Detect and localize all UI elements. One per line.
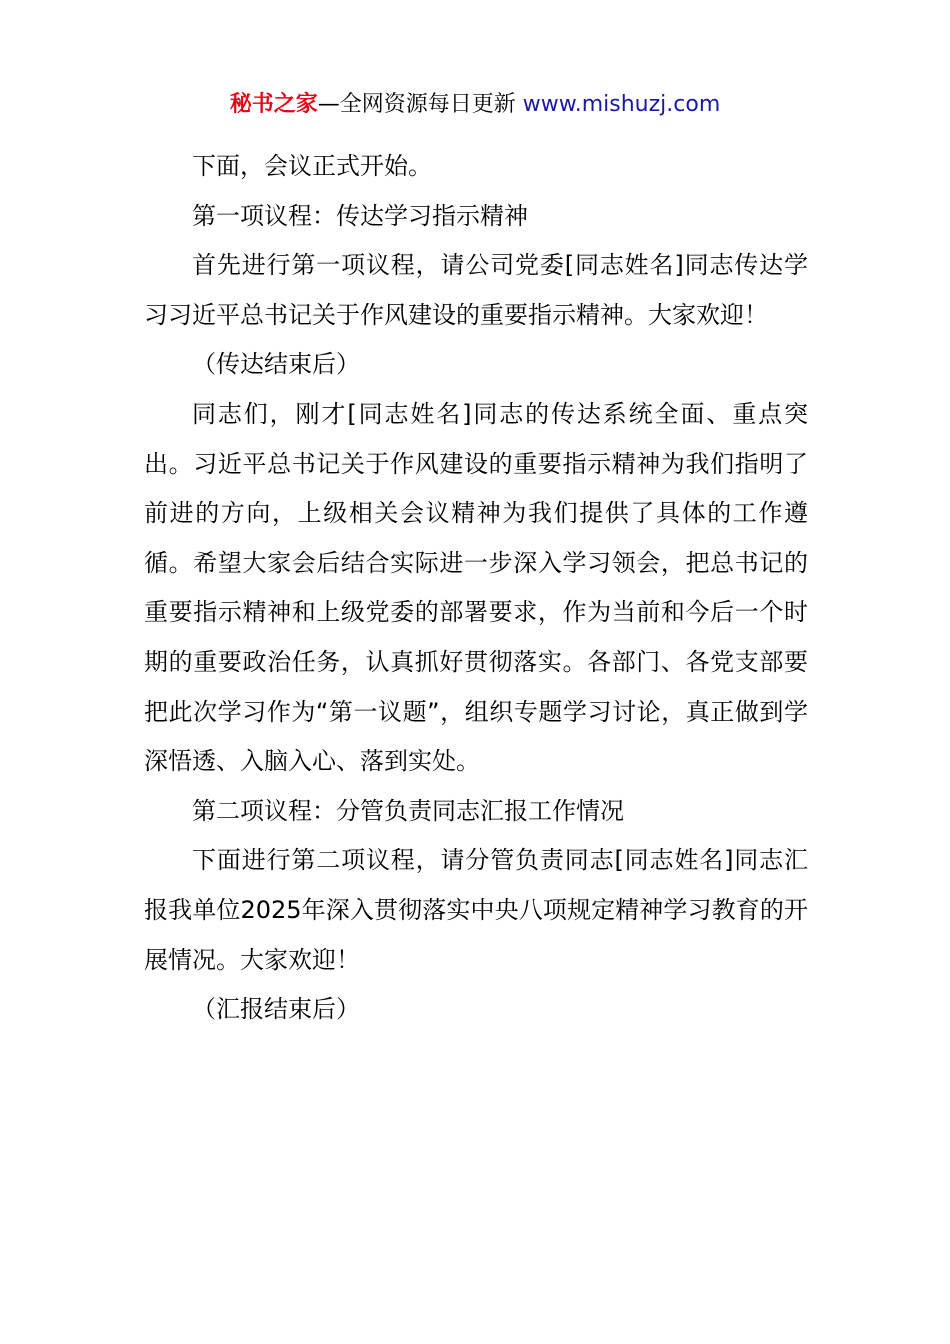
paragraph-meeting-start: 下面，会议正式开始。 xyxy=(192,152,432,180)
stage-direction-after-relay: （传达结束后） xyxy=(192,350,360,379)
paragraph-agenda-1-summary: 同志们，刚才[同志姓名]同志的传达系统全面、重点突出。习近平总书记关于作风建设的重要指示精神为我们指明了前进的方向，上级相关会议精神为我们提供了具体的工作遵循。希望大家会后结合实际进一步深入学习领会，把总书记的重要指示精神和上级党委的部署要求，作为当前和今后一个时期的重要政治任务，认真抓好贯彻落实。各部门、各党支部要把此次学习作为“第一议题”，组织专题学习讨论，真正做到学深悟透、入脑入心、落到实处。 xyxy=(144,399,808,776)
document-body xyxy=(144,142,808,1035)
page-header xyxy=(0,90,950,120)
site-tagline: —全网资源每日更新 xyxy=(317,92,516,117)
paragraph-agenda-2-intro: 下面进行第二项议程，请分管负责同志[同志姓名]同志汇报我单位2025年深入贯彻落实中央八项规定精神学习教育的开展情况。大家欢迎！ xyxy=(144,846,808,974)
stage-direction-after-report: （汇报结束后） xyxy=(192,995,360,1024)
site-url-link[interactable]: www.mishuzj.com xyxy=(522,92,721,117)
agenda-item-2-heading: 第二项议程：分管负责同志汇报工作情况 xyxy=(192,796,624,825)
site-brand: 秘书之家 xyxy=(229,92,318,117)
agenda-item-1-heading: 第一项议程：传达学习指示精神 xyxy=(192,201,528,230)
paragraph-agenda-1-intro: 首先进行第一项议程，请公司党委[同志姓名]同志传达学习习近平总书记关于作风建设的重要指示精神。大家欢迎！ xyxy=(144,251,808,329)
